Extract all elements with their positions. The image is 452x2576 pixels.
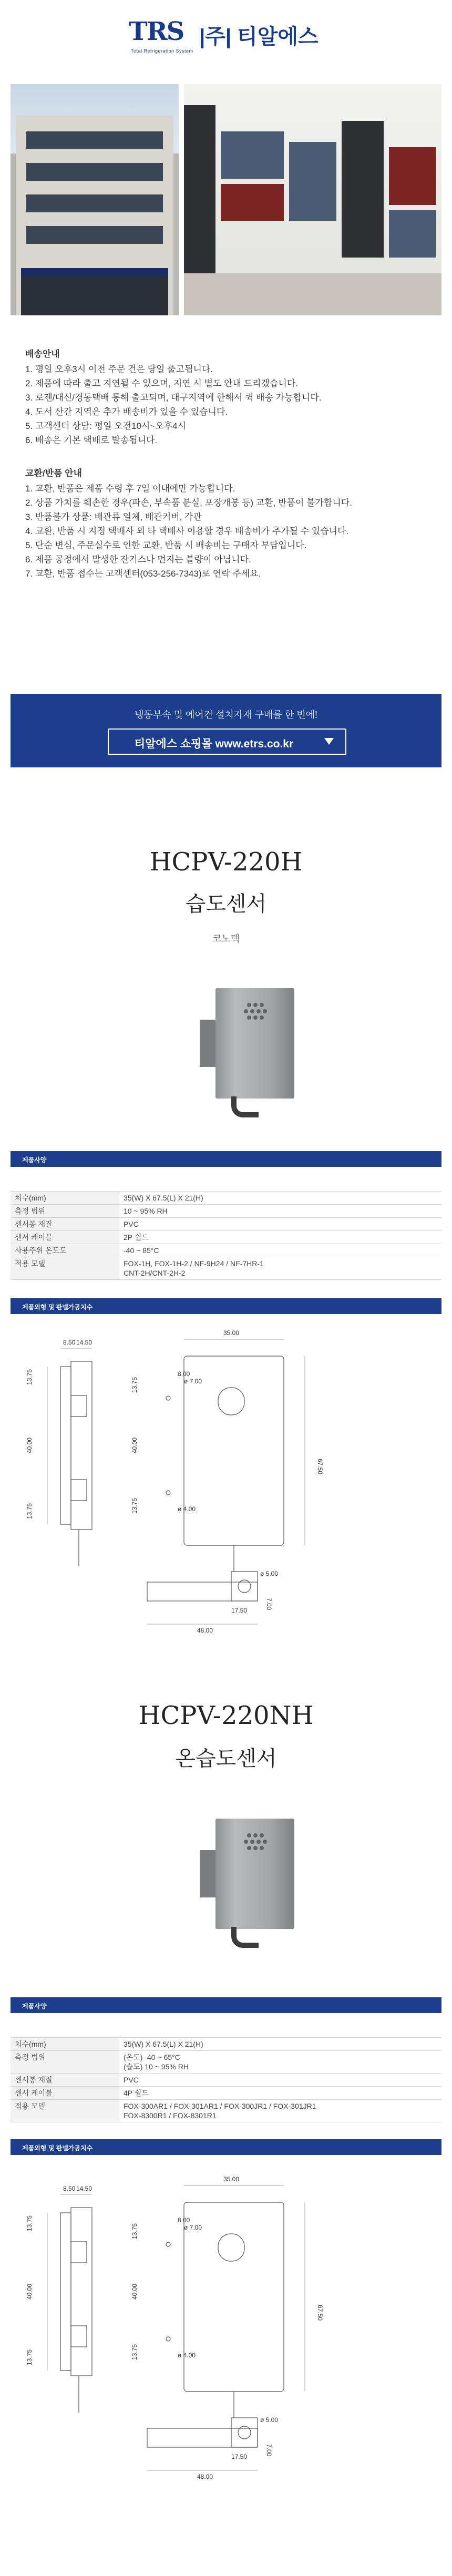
spec-value: PVC	[119, 1218, 442, 1231]
list-item: 2. 제품에 따라 출고 지연될 수 있으며, 지연 시 별도 안내 드리겠습니다.	[25, 378, 298, 388]
product-name: 습도센서	[185, 892, 267, 916]
spec-row	[11, 1192, 441, 1205]
dim-label: 13.75	[131, 2344, 138, 2360]
spec-value: 10 ~ 95% RH	[119, 1205, 442, 1218]
building-facade	[16, 116, 173, 315]
spec-key: 적용 모델	[11, 1257, 119, 1280]
spec-row	[11, 2051, 441, 2074]
list-item: 1. 교환, 반품은 제품 수령 후 7일 이내에만 가능합니다.	[25, 484, 235, 494]
shop-link-label: 티알에스 쇼핑몰 www.etrs.co.kr	[134, 738, 294, 750]
spec-section-header	[11, 1997, 441, 2013]
spec-row	[11, 1231, 441, 1244]
product-model: HCPV-220NH	[138, 1701, 314, 1730]
dim-label: 13.75	[26, 2349, 33, 2365]
dim-label: ø 7.00	[184, 1378, 202, 1385]
shipping-list	[25, 362, 435, 447]
spec-row	[11, 1257, 441, 1280]
shop-banner	[11, 694, 441, 767]
spec-title: 제품사양	[22, 1156, 47, 1164]
dim-label: 13.75	[26, 1503, 33, 1519]
dim-label: ø 4.00	[178, 2352, 196, 2359]
mount-hole	[166, 2337, 170, 2341]
dimension-drawing	[11, 2171, 441, 2481]
mount-hole	[166, 1396, 170, 1400]
drawing-title: 제품외형 및 판넬가공치수	[22, 2144, 93, 2152]
drawing-title: 제품외형 및 판넬가공치수	[22, 1304, 93, 1311]
spec-title: 제품사양	[22, 2003, 47, 2010]
store-interior-photo	[184, 84, 441, 315]
spec-section-header	[11, 1151, 441, 1167]
spec-key: 센서 케이블	[11, 2087, 119, 2100]
dim-label: 7.00	[265, 2444, 273, 2457]
dim-label: 67.50	[316, 1459, 324, 1475]
dim-label: 13.75	[26, 2215, 33, 2231]
bottom-view-boss	[231, 2418, 258, 2447]
dim-label: 17.50	[231, 2453, 248, 2460]
spec-value: PVC	[119, 2074, 442, 2087]
mount-hole	[166, 1491, 170, 1495]
side-view-body	[71, 1361, 92, 1530]
list-item: 4. 도서 산간 지역은 추가 배송비가 있을 수 있습니다.	[25, 407, 228, 417]
dim-label: ø 4.00	[178, 1505, 196, 1513]
drawing-section-header	[11, 1298, 441, 1314]
dim-label: 67.50	[316, 2305, 324, 2321]
sensor-product-image	[200, 1819, 305, 1939]
drawing-section-header	[11, 2139, 441, 2155]
dim-label: 35.00	[223, 2175, 240, 2183]
brand-header	[0, 0, 452, 79]
spec-table	[11, 2037, 441, 2122]
front-view-hole	[218, 2234, 244, 2261]
spec-value: FOX-1H, FOX-1H-2 / NF-9H24 / NF-7HR-1 CNT-2H/CNT-2H-2	[119, 1257, 442, 1280]
front-view-hole	[218, 1388, 244, 1415]
spec-value: FOX-300AR1 / FOX-301AR1 / FOX-300JR1 / FOX-301JR1 FOX-8300R1 / FOX-8301R1	[119, 2100, 442, 2122]
chevron-down-icon	[324, 738, 334, 745]
spec-value: 35(W) X 67.5(L) X 21(H)	[119, 1192, 442, 1205]
spec-row	[11, 2087, 441, 2100]
returns-title: 교환/반품 안내	[25, 468, 82, 478]
side-view-tab	[71, 2326, 87, 2347]
dim-label: 8.00	[178, 1370, 190, 1378]
dim-label: 8.00	[178, 2216, 190, 2224]
spec-row	[11, 1218, 441, 1231]
company-name: |주| 티알에스	[199, 25, 319, 48]
building-photo	[11, 84, 179, 315]
spec-value: -40 ~ 85°C	[119, 1244, 442, 1257]
dim-label: 13.75	[131, 2223, 138, 2239]
list-item: 7. 교환, 반품 접수는 고객센터(053-256-7343)로 연락 주세요.	[25, 569, 261, 579]
spec-table	[11, 1191, 441, 1280]
spec-key: 센서봉 재질	[11, 1218, 119, 1231]
spec-key: 적용 모델	[11, 2100, 119, 2122]
list-item: 5. 단순 변심, 주문실수로 인한 교환, 반품 시 배송비는 구매자 부담입니다.	[25, 540, 307, 550]
list-item: 5. 고객센터 상담: 평일 오전10시~오후4시	[25, 421, 186, 431]
returns-list	[25, 481, 435, 581]
banner-headline: 냉동부속 및 에어컨 설치자재 구매를 한 번에!	[135, 710, 317, 720]
dim-label: 14.50	[76, 1339, 93, 1346]
dim-label: 40.00	[26, 1437, 33, 1453]
shipping-return-info	[25, 347, 435, 581]
mount-hole	[166, 2242, 170, 2246]
list-item: 3. 로젠/대신/경동택배 통해 출고되며, 대구지역에 한해서 퀵 배송 가능합니다.	[25, 393, 322, 403]
spec-key: 치수(mm)	[11, 1192, 119, 1205]
dim-label: 40.00	[131, 2283, 138, 2300]
list-item: 6. 제품 공정에서 발생한 잔기스나 먼지는 불량이 아닙니다.	[25, 555, 251, 565]
sensor-vent-icon	[240, 1830, 270, 1856]
dim-label: 17.50	[231, 1607, 248, 1614]
dim-label: ø 7.00	[184, 2224, 202, 2231]
spec-row	[11, 1244, 441, 1257]
side-view-tab	[71, 1395, 87, 1417]
dim-label: 40.00	[131, 1437, 138, 1453]
spec-key: 센서 케이블	[11, 1231, 119, 1244]
dim-label: 14.50	[76, 2185, 93, 2192]
dim-label: 8.50	[63, 2185, 76, 2192]
list-item: 6. 배송은 기본 택배로 발송됩니다.	[25, 435, 158, 445]
side-view-plate	[60, 2213, 71, 2370]
shipping-title: 배송안내	[25, 349, 60, 359]
sensor-product-image	[200, 988, 305, 1109]
spec-row	[11, 2100, 441, 2122]
list-item: 2. 상품 가치를 훼손한 경우(파손, 부속품 분실, 포장개봉 등) 교환, 반품이 불가합니다.	[25, 498, 352, 508]
side-view-tab	[71, 2242, 87, 2263]
spec-key: 센서봉 재질	[11, 2074, 119, 2087]
side-view-body	[71, 2208, 92, 2376]
spec-key: 사용주위 온도도	[11, 1244, 119, 1257]
spec-value: 2P 쉴드	[119, 1231, 442, 1244]
store-photos	[11, 84, 441, 315]
spec-value: 4P 쉴드	[119, 2087, 442, 2100]
dim-label: 48.00	[197, 2473, 213, 2480]
product-maker: 코노텍	[212, 933, 240, 944]
dim-label: 48.00	[197, 1627, 213, 1634]
product-name: 온습도센서	[175, 1747, 277, 1770]
logo-mark: TRS	[129, 17, 184, 46]
dim-label: 13.75	[26, 1369, 33, 1385]
dim-label: ø 5.00	[260, 1570, 279, 1577]
spec-value: 35(W) X 67.5(L) X 21(H)	[119, 2038, 442, 2051]
product-model: HCPV-220H	[149, 847, 303, 877]
spec-row	[11, 1205, 441, 1218]
bottom-view-boss	[231, 1572, 258, 1601]
dim-label: 40.00	[26, 2283, 33, 2300]
logo-tagline: Total Refrigeration System	[131, 48, 193, 54]
side-view-plate	[60, 1367, 71, 1524]
spec-value: (온도) -40 ~ 65°C (습도) 10 ~ 95% RH	[119, 2051, 442, 2074]
dim-label: 35.00	[223, 1329, 240, 1337]
dim-label: 13.75	[131, 1497, 138, 1514]
dimension-drawing	[11, 1325, 441, 1635]
dim-label: 8.50	[63, 1339, 76, 1346]
spec-key: 측정 범위	[11, 2051, 119, 2074]
dim-label: 13.75	[131, 1377, 138, 1393]
list-item: 3. 반품불가 상품: 배관류 일체, 배관커버, 각관	[25, 512, 202, 522]
dim-label: 7.00	[265, 1598, 273, 1610]
list-item: 1. 평일 오후3시 이전 주문 건은 당일 출고됩니다.	[25, 364, 213, 374]
shop-link-button[interactable]	[108, 728, 346, 755]
list-item: 4. 교환, 반품 시 지정 택배사 외 타 택배사 이용할 경우 배송비가 추가될 수 있습니다.	[25, 526, 349, 536]
spec-row	[11, 2074, 441, 2087]
spec-key: 측정 범위	[11, 1205, 119, 1218]
brand-logo[interactable]	[129, 17, 328, 59]
sensor-vent-icon	[240, 1000, 270, 1026]
spec-key: 치수(mm)	[11, 2038, 119, 2051]
spec-row	[11, 2038, 441, 2051]
dim-label: ø 5.00	[260, 2416, 279, 2424]
side-view-tab	[71, 1480, 87, 1501]
